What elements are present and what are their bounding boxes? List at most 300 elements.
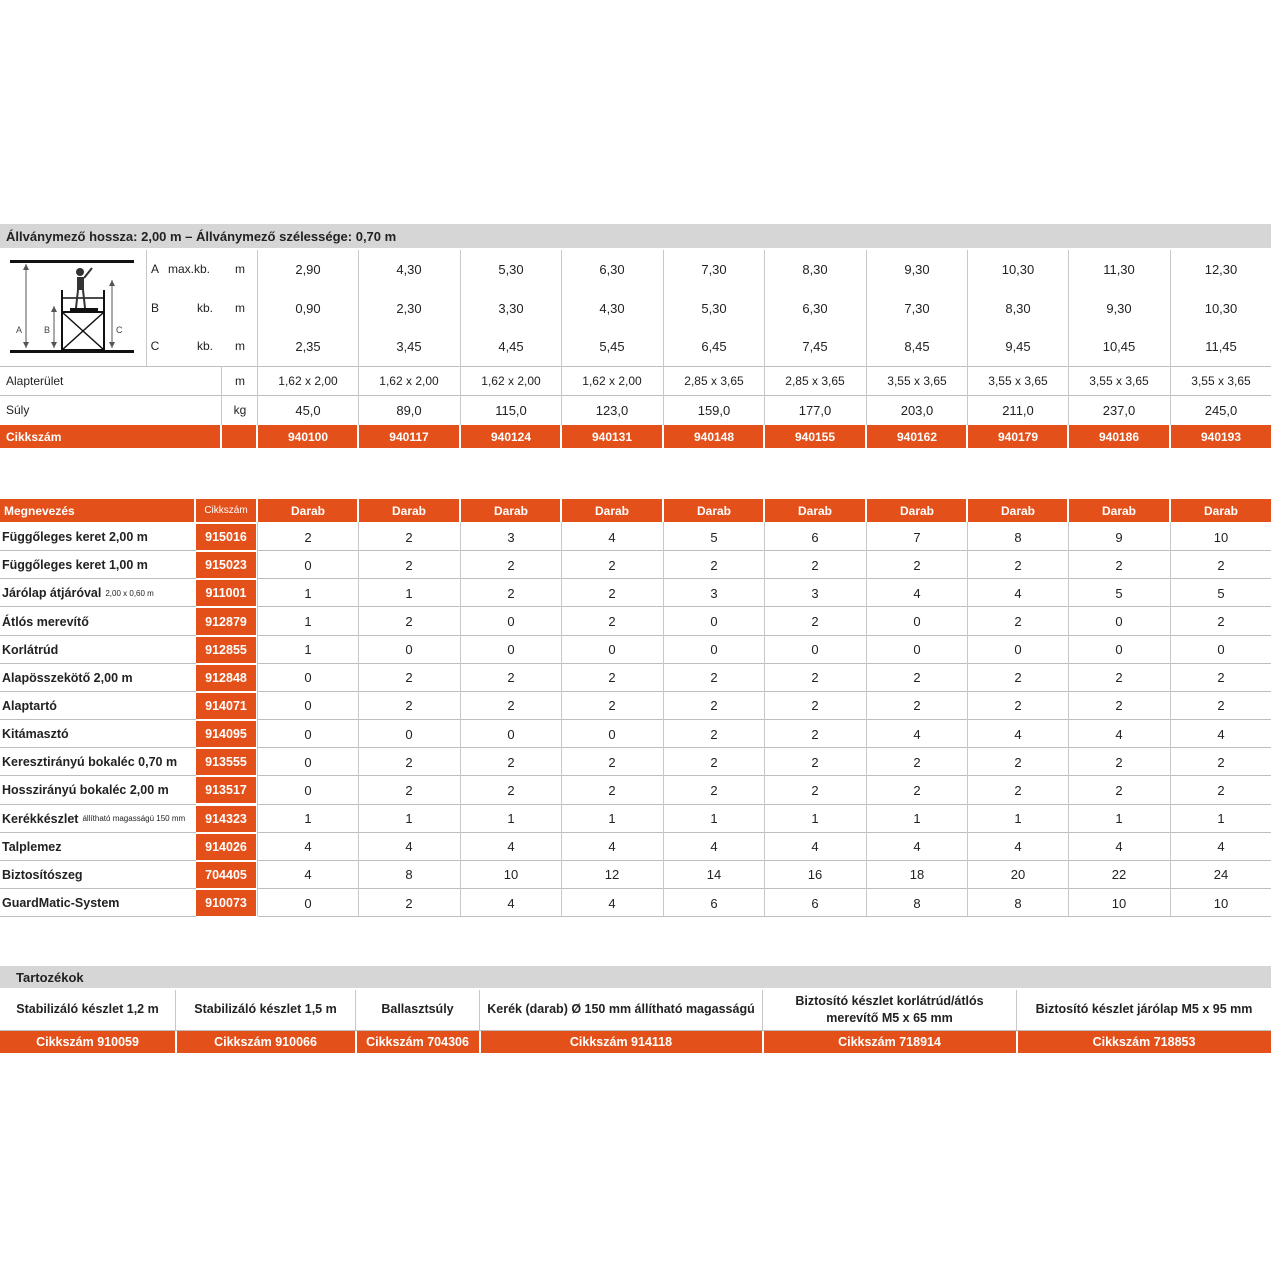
- part-qty: 8: [913, 895, 921, 911]
- part-qty: 2: [1217, 614, 1225, 629]
- part-qty: 4: [1014, 839, 1022, 855]
- part-qty: 4: [811, 839, 819, 855]
- spec-value: 2,90: [295, 261, 321, 277]
- accessory-name: Ballasztsúly: [381, 1002, 454, 1017]
- part-qty: 0: [913, 614, 921, 629]
- parts-header-qty-label: Darab: [899, 503, 934, 518]
- accessories-title-band: [0, 966, 1271, 988]
- part-qty: 1: [405, 811, 413, 827]
- spec-value: 2,30: [396, 300, 422, 316]
- spec-value: 12,30: [1204, 261, 1238, 277]
- row-b-unit: m: [235, 301, 245, 315]
- weight-value: 45,0: [295, 402, 321, 418]
- part-qty: 5: [1217, 585, 1225, 601]
- part-qty: 2: [507, 698, 515, 714]
- column-line: [1170, 522, 1171, 916]
- part-qty: 2: [811, 754, 819, 770]
- part-name: [0, 607, 89, 635]
- part-qty: 0: [507, 726, 515, 742]
- part-article: 912848: [196, 665, 256, 691]
- part-qty: 4: [1115, 726, 1123, 742]
- parts-header-qty-label: Darab: [1101, 503, 1136, 518]
- parts-header-qty-label: Darab: [493, 503, 528, 518]
- parts-header-qty-label: Darab: [696, 503, 731, 518]
- part-qty: 6: [710, 895, 718, 911]
- column-line: [865, 425, 867, 448]
- part-qty: 1: [405, 585, 413, 601]
- part-qty: 2: [608, 557, 616, 573]
- part-article: 913517: [196, 777, 256, 803]
- scaffold-diagram: [4, 250, 146, 362]
- part-qty: 2: [1014, 698, 1022, 714]
- part-qty: 2: [1014, 754, 1022, 770]
- spec-value: 7,30: [904, 300, 930, 316]
- weight-value: 89,0: [396, 402, 422, 418]
- column-line: [662, 425, 664, 448]
- column-line: [561, 522, 562, 916]
- part-qty: 2: [405, 614, 413, 629]
- part-name: [0, 776, 169, 804]
- parts-header-qty-label: Darab: [391, 503, 426, 518]
- weight-value: 245,0: [1204, 402, 1238, 418]
- part-article: 914071: [196, 693, 256, 719]
- part-qty: 9: [1115, 529, 1123, 545]
- part-qty: 2: [507, 754, 515, 770]
- column-line: [967, 250, 968, 425]
- spec-value: 0,90: [295, 300, 321, 316]
- area-value: 1,62 x 2,00: [481, 374, 541, 388]
- diagram-label-a: A: [16, 325, 23, 335]
- parts-header-qty-label: Darab: [797, 503, 832, 518]
- part-qty: 2: [1115, 782, 1123, 798]
- part-qty: 2: [608, 614, 616, 629]
- spec-article-label: Cikkszám: [6, 429, 62, 444]
- part-qty: 0: [1014, 642, 1022, 658]
- part-name-text: Kitámasztó: [2, 727, 69, 742]
- part-qty: 2: [913, 782, 921, 798]
- column-line: [175, 990, 176, 1030]
- part-qty: 8: [1014, 529, 1022, 545]
- column-line: [866, 250, 867, 425]
- row-c-unit: m: [235, 339, 245, 353]
- spec-value: 2,35: [295, 338, 321, 354]
- part-name: [0, 579, 154, 607]
- part-qty: 0: [405, 726, 413, 742]
- part-qty: 1: [1217, 811, 1225, 827]
- part-qty: 10: [1213, 529, 1229, 545]
- column-line: [220, 425, 222, 448]
- column-line: [663, 522, 664, 916]
- part-qty: 2: [710, 754, 718, 770]
- column-line: [764, 522, 765, 916]
- part-name-text: Keresztirányú bokaléc 0,70 m: [2, 755, 178, 770]
- column-line: [1170, 250, 1171, 425]
- part-qty: 3: [507, 529, 515, 545]
- part-qty: 2: [405, 529, 413, 545]
- column-line: [257, 522, 258, 916]
- spec-value: 3,30: [498, 300, 524, 316]
- part-qty: 2: [1217, 782, 1225, 798]
- part-name: [0, 861, 83, 889]
- part-qty: 7: [913, 529, 921, 545]
- part-qty: 0: [304, 782, 312, 798]
- part-article: 910073: [196, 890, 256, 916]
- part-qty: 2: [507, 782, 515, 798]
- row-a-letter: A: [150, 262, 159, 276]
- part-qty: 4: [710, 839, 718, 855]
- spec-value: 4,45: [498, 338, 524, 354]
- column-line: [764, 250, 765, 425]
- part-name: [0, 748, 177, 776]
- parts-header-qty-label: Darab: [1203, 503, 1238, 518]
- part-qty: 2: [710, 670, 718, 686]
- diagram-label-b: B: [44, 325, 51, 335]
- column-line: [459, 499, 461, 522]
- spec-value: 11,45: [1205, 338, 1237, 354]
- column-line: [1067, 425, 1069, 448]
- part-qty: 12: [604, 867, 620, 883]
- spec-value: 3,45: [396, 338, 422, 354]
- spec-article-value: 940117: [389, 429, 429, 444]
- accessory-article: Cikkszám 718914: [763, 1031, 1016, 1053]
- column-line: [663, 250, 664, 425]
- part-qty: 4: [304, 867, 312, 883]
- row-a-label: max.kb.: [168, 262, 211, 276]
- spec-value: 5,30: [701, 300, 727, 316]
- part-qty: 2: [1115, 754, 1123, 770]
- spec-value: 6,30: [802, 300, 828, 316]
- column-line: [357, 425, 359, 448]
- area-value: 1,62 x 2,00: [278, 374, 338, 388]
- part-qty: 1: [608, 811, 616, 827]
- weight-value: 237,0: [1102, 402, 1136, 418]
- part-name-text: Függőleges keret 2,00 m: [2, 530, 148, 545]
- spec-value: 10,30: [1204, 300, 1238, 316]
- part-qty: 4: [507, 895, 515, 911]
- column-line: [1068, 522, 1069, 916]
- area-value: 1,62 x 2,00: [379, 374, 439, 388]
- part-qty: 1: [811, 811, 819, 827]
- accessory-article: Cikkszám 914118: [480, 1031, 762, 1053]
- part-qty: 5: [710, 529, 718, 545]
- part-qty: 2: [811, 698, 819, 714]
- column-line: [763, 425, 765, 448]
- column-line: [355, 1031, 357, 1053]
- parts-header-qty-label: Darab: [594, 503, 629, 518]
- part-qty: 0: [304, 726, 312, 742]
- parts-header-qty-label: Darab: [290, 503, 325, 518]
- part-qty: 2: [1014, 670, 1022, 686]
- column-line: [1067, 499, 1069, 522]
- column-line: [662, 499, 664, 522]
- part-qty: 4: [608, 895, 616, 911]
- spec-value: 5,45: [599, 338, 625, 354]
- part-qty: 18: [909, 867, 925, 883]
- part-qty: 1: [304, 614, 312, 629]
- part-qty: 2: [1014, 782, 1022, 798]
- part-qty: 1: [913, 811, 921, 827]
- weight-value: 123,0: [595, 402, 629, 418]
- part-article: 912879: [196, 608, 256, 634]
- part-name-text: Alapösszekötő 2,00 m: [2, 670, 133, 685]
- row-separator: [0, 395, 1271, 396]
- part-name-text: Kerékkészlet: [2, 811, 79, 826]
- part-qty: 2: [1217, 557, 1225, 573]
- accessory-name: Stabilizáló készlet 1,2 m: [16, 1002, 159, 1017]
- spec-article-value: 940179: [997, 429, 1039, 444]
- part-qty: 2: [405, 895, 413, 911]
- column-line: [1169, 425, 1171, 448]
- column-line: [459, 425, 461, 448]
- area-label: Alapterület: [6, 374, 64, 388]
- spec-value: 10,30: [1001, 261, 1035, 277]
- column-line: [1016, 990, 1017, 1030]
- column-line: [357, 499, 359, 522]
- column-line: [256, 425, 258, 448]
- column-line: [560, 425, 562, 448]
- column-line: [358, 522, 359, 916]
- weight-value: 203,0: [900, 402, 934, 418]
- spec-article-value: 940148: [693, 429, 735, 444]
- part-qty: 2: [1217, 754, 1225, 770]
- area-value: 3,55 x 3,65: [988, 374, 1048, 388]
- row-c-letter: C: [150, 339, 160, 353]
- part-qty: 20: [1010, 867, 1026, 883]
- part-note: állítható magasságú 150 mm: [82, 814, 186, 824]
- part-qty: 2: [1115, 670, 1123, 686]
- spec-article-value: 940124: [490, 429, 532, 444]
- weight-value: 211,0: [1002, 402, 1034, 418]
- weight-value: 159,0: [697, 402, 731, 418]
- spec-value: 6,45: [701, 338, 727, 354]
- part-qty: 2: [405, 698, 413, 714]
- part-qty: 2: [913, 670, 921, 686]
- part-qty: 2: [811, 614, 819, 629]
- row-c-label: kb.: [196, 339, 213, 353]
- part-qty: 24: [1213, 867, 1229, 883]
- part-qty: 2: [913, 557, 921, 573]
- area-value: 3,55 x 3,65: [887, 374, 947, 388]
- part-qty: 0: [1115, 614, 1123, 629]
- part-qty: 2: [304, 529, 312, 545]
- part-name: [0, 889, 119, 917]
- row-b-label: kb.: [196, 301, 213, 315]
- spec-value: 8,30: [1005, 300, 1031, 316]
- part-qty: 22: [1111, 867, 1127, 883]
- column-line: [146, 250, 147, 366]
- part-qty: 2: [405, 754, 413, 770]
- column-line: [967, 522, 968, 916]
- part-qty: 4: [1014, 585, 1022, 601]
- part-qty: 0: [710, 614, 718, 629]
- part-qty: 14: [706, 867, 722, 883]
- part-qty: 4: [1217, 839, 1225, 855]
- part-qty: 2: [710, 698, 718, 714]
- part-name: [0, 664, 133, 692]
- part-qty: 4: [913, 726, 921, 742]
- row-separator: [0, 1030, 1271, 1031]
- scaffold-diagram-icon: [4, 250, 146, 362]
- accessory-name: Biztosító készlet korlátrúd/átlós merevítő M5 x 65 mm: [795, 993, 984, 1025]
- part-qty: 0: [811, 642, 819, 658]
- accessory-article: Cikkszám 704306: [356, 1031, 479, 1053]
- part-qty: 0: [710, 642, 718, 658]
- part-qty: 2: [710, 782, 718, 798]
- column-line: [1169, 499, 1171, 522]
- part-name-text: Járólap átjáróval: [2, 586, 102, 601]
- part-qty: 2: [1115, 557, 1123, 573]
- column-line: [194, 499, 196, 522]
- part-name: [0, 805, 185, 833]
- part-qty: 10: [1111, 895, 1127, 911]
- spec-value: 4,30: [396, 261, 422, 277]
- part-qty: 1: [507, 811, 515, 827]
- part-qty: 2: [913, 754, 921, 770]
- part-article: 704405: [196, 862, 256, 888]
- part-qty: 5: [1115, 585, 1123, 601]
- part-qty: 2: [1115, 698, 1123, 714]
- part-qty: 2: [608, 670, 616, 686]
- accessories-title: Tartozékok: [16, 969, 84, 985]
- part-qty: 2: [507, 670, 515, 686]
- part-qty: 1: [304, 642, 312, 658]
- row-separator: [0, 366, 1271, 367]
- part-qty: 2: [811, 670, 819, 686]
- part-article: 913555: [196, 749, 256, 775]
- column-line: [479, 990, 480, 1030]
- part-article: 914026: [196, 834, 256, 860]
- part-qty: 2: [1217, 698, 1225, 714]
- part-qty: 2: [710, 557, 718, 573]
- part-qty: 2: [608, 782, 616, 798]
- part-qty: 0: [405, 642, 413, 658]
- part-note: 2,00 x 0,60 m: [105, 588, 154, 598]
- column-line: [866, 522, 867, 916]
- part-qty: 2: [710, 726, 718, 742]
- column-line: [560, 499, 562, 522]
- accessory-article: Cikkszám 718853: [1017, 1031, 1271, 1053]
- column-line: [865, 499, 867, 522]
- part-qty: 10: [503, 867, 519, 883]
- area-value: 3,55 x 3,65: [1089, 374, 1149, 388]
- part-qty: 2: [913, 698, 921, 714]
- part-qty: 0: [304, 754, 312, 770]
- part-name: [0, 720, 69, 748]
- part-name-text: Alaptartó: [2, 698, 57, 713]
- part-qty: 2: [405, 557, 413, 573]
- part-qty: 16: [807, 867, 823, 883]
- part-qty: 2: [1014, 557, 1022, 573]
- part-qty: 0: [608, 726, 616, 742]
- accessory-article: Cikkszám 910066: [176, 1031, 355, 1053]
- part-name: [0, 833, 62, 861]
- spec-value: 9,30: [904, 261, 930, 277]
- column-line: [460, 522, 461, 916]
- spec-article-value: 940186: [1098, 429, 1140, 444]
- accessory-name: Stabilizáló készlet 1,5 m: [194, 1002, 337, 1017]
- part-name-text: GuardMatic-System: [2, 896, 120, 910]
- part-name-text: Átlós merevítő: [2, 614, 89, 629]
- spec-article-value: 940100: [287, 429, 329, 444]
- part-qty: 2: [608, 585, 616, 601]
- column-line: [479, 1031, 481, 1053]
- column-line: [221, 366, 222, 425]
- part-qty: 4: [913, 839, 921, 855]
- weight-label: Súly: [6, 403, 30, 417]
- column-line: [966, 499, 968, 522]
- spec-value: 9,30: [1106, 300, 1132, 316]
- column-line: [175, 1031, 177, 1053]
- row-separator: [258, 916, 1271, 917]
- column-line: [561, 250, 562, 425]
- part-qty: 2: [507, 585, 515, 601]
- part-article: 914095: [196, 721, 256, 747]
- part-qty: 8: [405, 867, 413, 883]
- spec-value: 5,30: [498, 261, 524, 277]
- diagram-label-c: C: [116, 325, 123, 335]
- part-qty: 2: [405, 782, 413, 798]
- part-qty: 0: [304, 557, 312, 573]
- part-name-text: Korlátrúd: [2, 642, 59, 657]
- part-qty: 4: [405, 839, 413, 855]
- column-line: [1016, 1031, 1018, 1053]
- weight-value: 177,0: [798, 402, 832, 418]
- part-name-text: Talplemez: [2, 839, 62, 854]
- part-qty: 2: [507, 557, 515, 573]
- part-qty: 4: [913, 585, 921, 601]
- part-qty: 6: [811, 529, 819, 545]
- column-line: [358, 250, 359, 425]
- column-line: [460, 250, 461, 425]
- column-line: [762, 990, 763, 1030]
- column-line: [257, 250, 258, 425]
- parts-header-name: Megnevezés: [4, 503, 75, 518]
- spec-article-value: 940193: [1200, 429, 1242, 444]
- spec-article-value: 940155: [794, 429, 836, 444]
- part-qty: 6: [811, 895, 819, 911]
- part-article: 915023: [196, 552, 256, 578]
- part-qty: 3: [811, 585, 819, 601]
- part-name: [0, 692, 57, 720]
- accessory-name: Kerék (darab) Ø 150 mm állítható magasságú: [487, 1002, 755, 1017]
- column-line: [762, 1031, 764, 1053]
- part-qty: 2: [608, 698, 616, 714]
- parts-header-article: Cikkszám: [204, 505, 248, 516]
- accessory-name: Biztosító készlet járólap M5 x 95 mm: [1035, 1002, 1253, 1017]
- area-unit: m: [235, 374, 245, 388]
- spec-value: 6,30: [599, 261, 625, 277]
- part-qty: 0: [913, 642, 921, 658]
- part-qty: 4: [1217, 726, 1225, 742]
- part-qty: 1: [1014, 811, 1022, 827]
- part-qty: 2: [1217, 670, 1225, 686]
- spec-value: 10,45: [1102, 338, 1136, 354]
- row-a-unit: m: [235, 262, 245, 276]
- part-qty: 0: [507, 614, 515, 629]
- part-qty: 4: [608, 839, 616, 855]
- part-qty: 2: [608, 754, 616, 770]
- part-qty: 2: [811, 557, 819, 573]
- part-name-text: Függőleges keret 1,00 m: [2, 558, 148, 573]
- area-value: 3,55 x 3,65: [1191, 374, 1251, 388]
- spec-value: 8,30: [802, 261, 828, 277]
- part-qty: 1: [1115, 811, 1123, 827]
- part-qty: 4: [507, 839, 515, 855]
- part-qty: 4: [304, 839, 312, 855]
- spec-value: 7,30: [701, 261, 727, 277]
- spec-article-value: 940131: [591, 429, 633, 444]
- part-qty: 2: [405, 670, 413, 686]
